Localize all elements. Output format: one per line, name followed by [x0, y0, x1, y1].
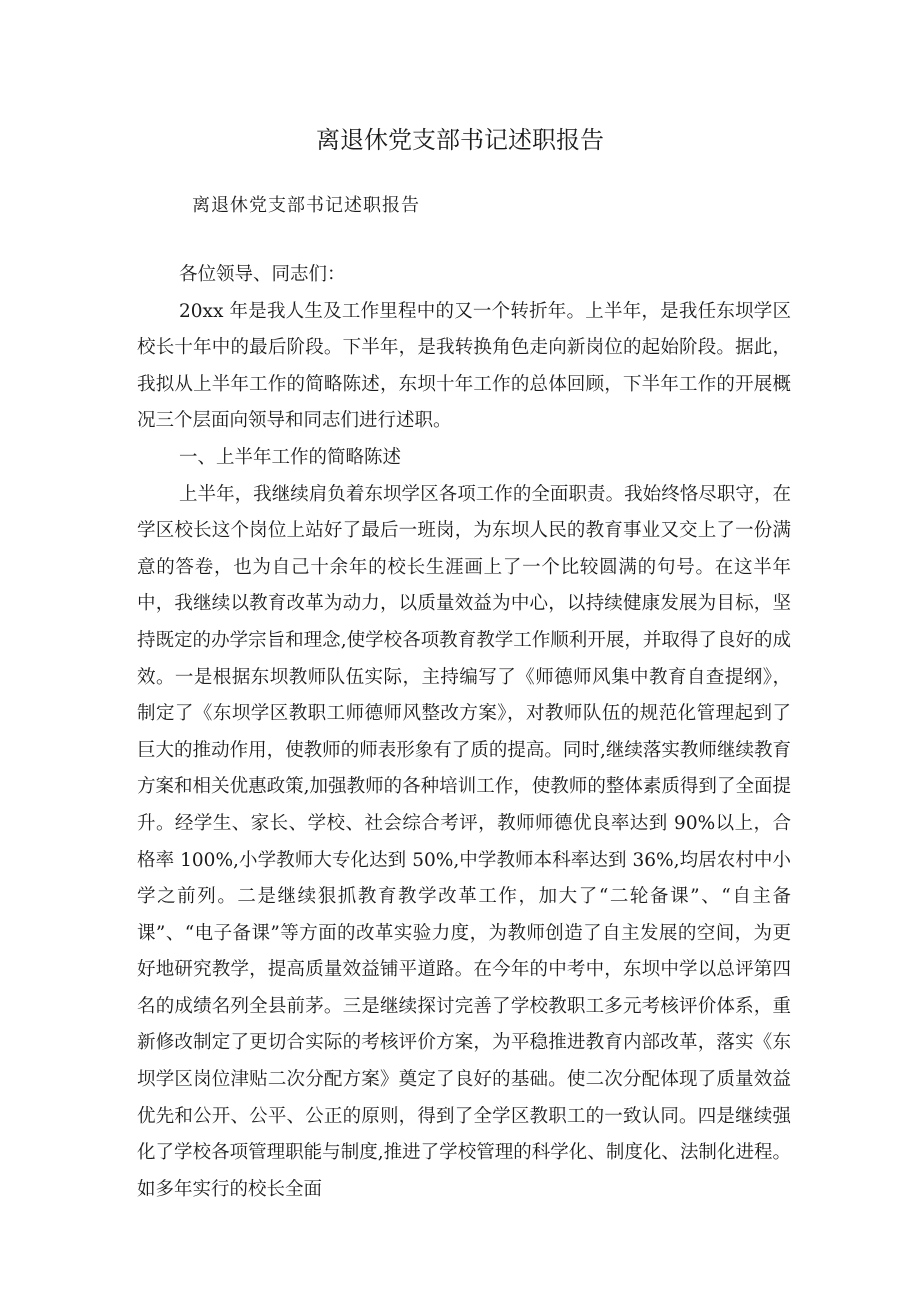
salutation: 各位领导、同志们：	[179, 264, 346, 285]
document-title: 离退休党支部书记述职报告	[316, 126, 604, 154]
paragraph-intro: 20xx 年是我人生及工作里程中的又一个转折年。上半年，是我任东坝学区校长十年中的最后阶段。下半年，是我转换角色走向新岗位的起始阶段。据此，我拟从上半年工作的简略陈述，东坝十年工作的总体回顾，下半年工作的开展概况三个层面向领导和同志们进行述职。	[137, 300, 791, 432]
document-subtitle: 离退休党支部书记述职报告	[192, 195, 420, 216]
document-body	[137, 257, 791, 1208]
paragraph-first-half-year: 上半年，我继续肩负着东坝学区各项工作的全面职责。我始终恪尽职守，在学区校长这个岗位上站好了最后一班岗，为东坝人民的教育事业又交上了一份满意的答卷，也为自己十余年的校长生涯画上了一个比较圆满的句号。在这半年中，我继续以教育改革为动力，以质量效益为中心，以持续健康发展为目标，坚持既定的办学宗旨和理念,使学校各项教育教学工作顺利开展，并取得了良好的成效。一是根据东坝教师队伍实际，主持编写了《师德师风集中教育自查提纲》，制定了《东坝学区教职工师德师风整改方案》，对教师队伍的规范化管理起到了巨大的推动作用，使教师的师表形象有了质的提高。同时,继续落实教师继续教育方案和相关优惠政策,加强教师的各种培训工作，使教师的整体素质得到了全面提升。经学生、家长、学校、社会综合考评，教师师德优良率达到 90%以上，合格率 100%,小学教师大专化达到 50%,中学教师本科率达到 36%,均居农村中小学之前列。二是继续狠抓教育教学改革工作，加大了“二轮备课”、“自主备课”、“电子备课”等方面的改革实验力度，为教师创造了自主发展的空间，为更好地研究教学，提高质量效益铺平道路。在今年的中考中，东坝中学以总评第四名的成绩名列全县前茅。三是继续探讨完善了学校教职工多元考核评价体系，重新修改制定了更切合实际的考核评价方案，为平稳推进教育内部改革，落实《东坝学区岗位津贴二次分配方案》奠定了良好的基础。使二次分配体现了质量效益优先和公开、公平、公正的原则，得到了全学区教职工的一致认同。四是继续强化了学校各项管理职能与制度,推进了学校管理的科学化、制度化、法制化进程。如多年实行的校长全面	[137, 483, 791, 1200]
section-heading: 一、上半年工作的简略陈述	[179, 446, 402, 468]
